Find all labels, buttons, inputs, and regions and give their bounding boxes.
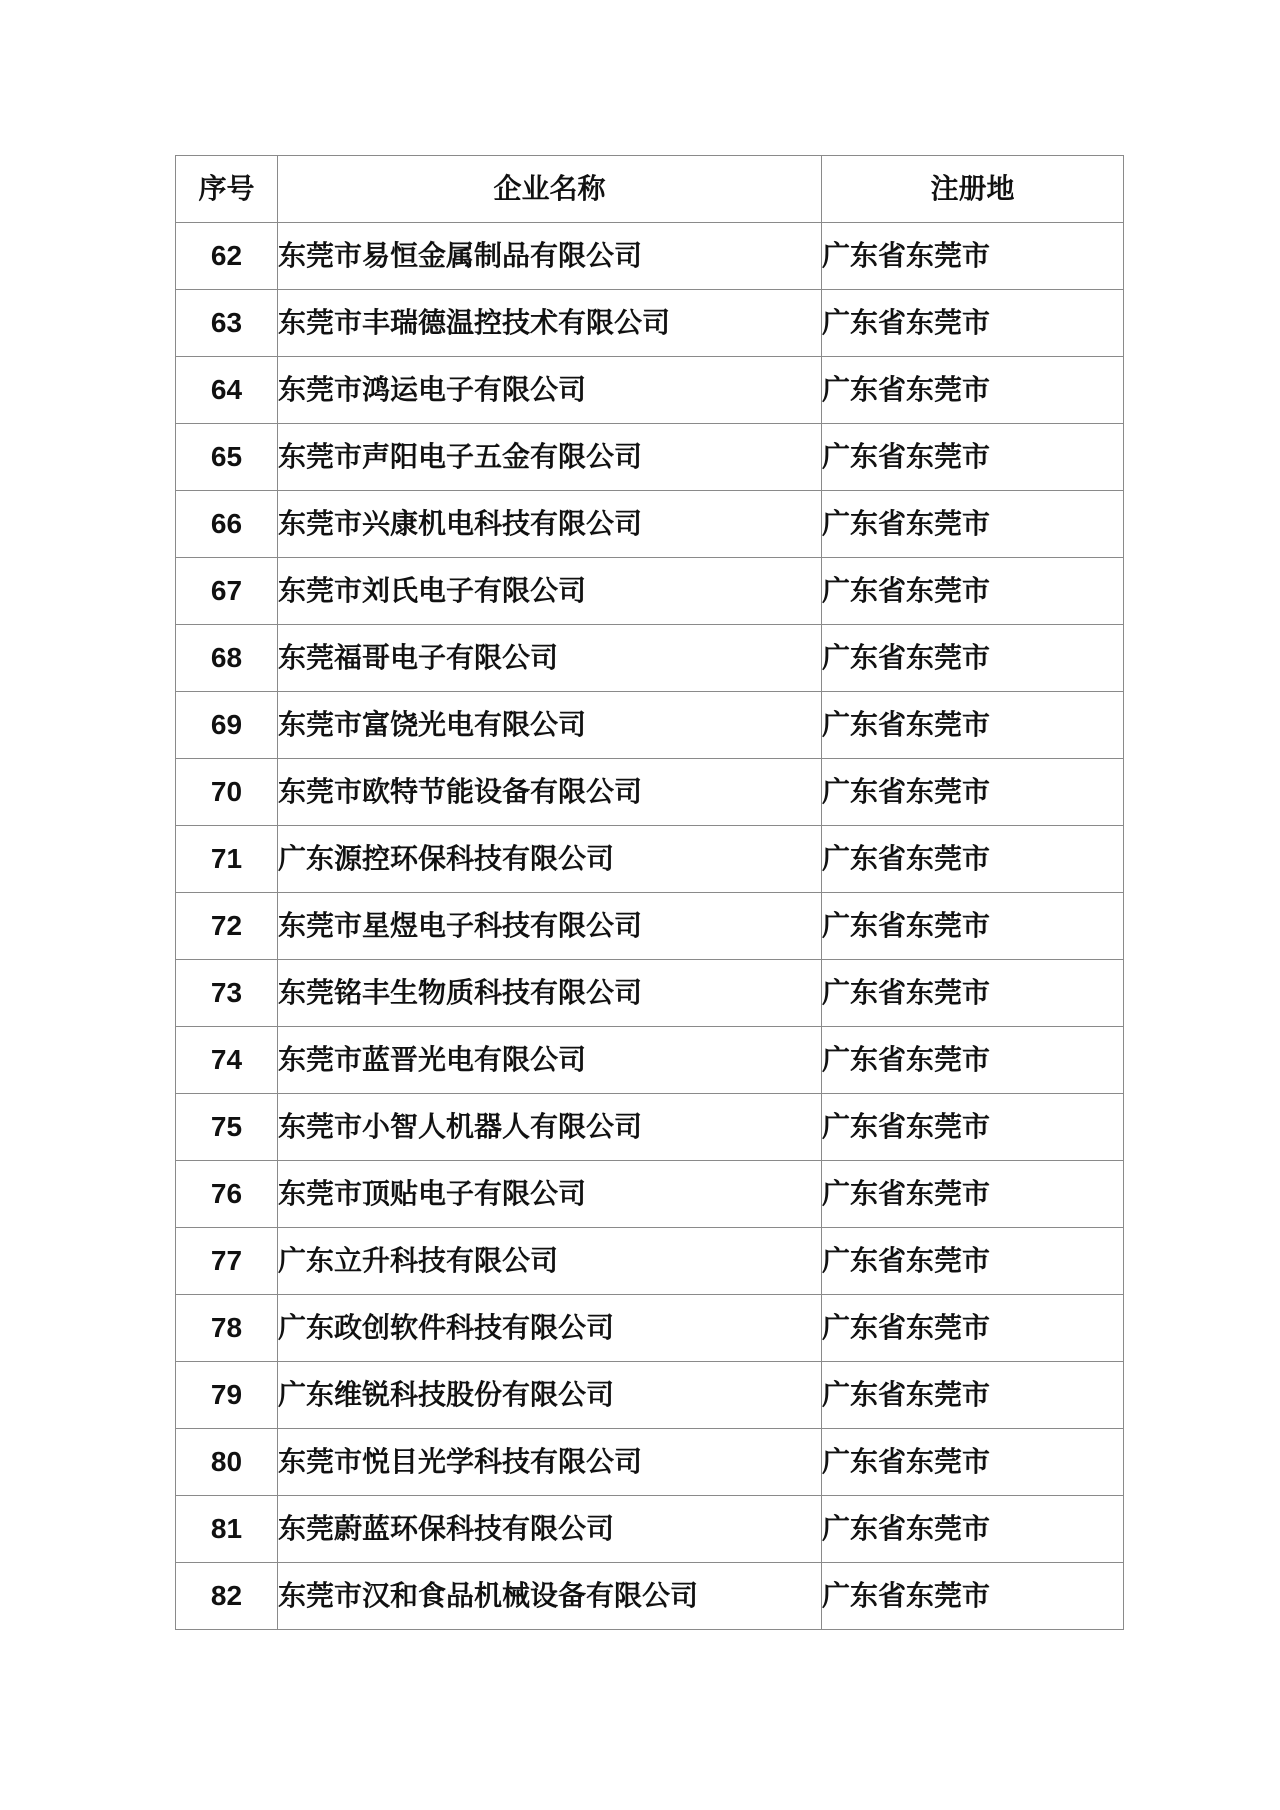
header-index: 序号 (176, 156, 278, 223)
row-index: 64 (176, 357, 278, 424)
header-company-name: 企业名称 (278, 156, 822, 223)
row-index: 70 (176, 759, 278, 826)
row-index: 76 (176, 1161, 278, 1228)
row-index: 63 (176, 290, 278, 357)
registered-place: 广东省东莞市 (822, 1228, 1124, 1295)
company-name: 东莞市星煜电子科技有限公司 (278, 893, 822, 960)
company-name: 广东维锐科技股份有限公司 (278, 1362, 822, 1429)
table-row (176, 1295, 1124, 1362)
company-name: 广东政创软件科技有限公司 (278, 1295, 822, 1362)
company-name: 广东源控环保科技有限公司 (278, 826, 822, 893)
table-row (176, 893, 1124, 960)
row-index: 62 (176, 223, 278, 290)
registered-place: 广东省东莞市 (822, 1295, 1124, 1362)
company-name: 东莞市鸿运电子有限公司 (278, 357, 822, 424)
table-header-row (176, 156, 1124, 223)
row-index: 79 (176, 1362, 278, 1429)
table-row (176, 1362, 1124, 1429)
table-row (176, 1228, 1124, 1295)
table-row (176, 692, 1124, 759)
table-row (176, 1496, 1124, 1563)
table-row (176, 960, 1124, 1027)
row-index: 67 (176, 558, 278, 625)
registered-place: 广东省东莞市 (822, 826, 1124, 893)
company-name: 东莞市悦目光学科技有限公司 (278, 1429, 822, 1496)
company-name: 东莞福哥电子有限公司 (278, 625, 822, 692)
company-name: 东莞市丰瑞德温控技术有限公司 (278, 290, 822, 357)
registered-place: 广东省东莞市 (822, 1027, 1124, 1094)
registered-place: 广东省东莞市 (822, 1429, 1124, 1496)
registered-place: 广东省东莞市 (822, 1362, 1124, 1429)
registered-place: 广东省东莞市 (822, 491, 1124, 558)
company-name: 东莞铭丰生物质科技有限公司 (278, 960, 822, 1027)
row-index: 82 (176, 1563, 278, 1630)
registered-place: 广东省东莞市 (822, 692, 1124, 759)
company-name: 东莞市蓝晋光电有限公司 (278, 1027, 822, 1094)
row-index: 65 (176, 424, 278, 491)
company-name: 东莞市兴康机电科技有限公司 (278, 491, 822, 558)
table-body (176, 223, 1124, 1630)
table-row (176, 759, 1124, 826)
table-row (176, 1027, 1124, 1094)
company-name: 东莞蔚蓝环保科技有限公司 (278, 1496, 822, 1563)
registered-place: 广东省东莞市 (822, 759, 1124, 826)
registered-place: 广东省东莞市 (822, 1161, 1124, 1228)
company-name: 东莞市汉和食品机械设备有限公司 (278, 1563, 822, 1630)
table-row (176, 826, 1124, 893)
registered-place: 广东省东莞市 (822, 357, 1124, 424)
row-index: 72 (176, 893, 278, 960)
registered-place: 广东省东莞市 (822, 558, 1124, 625)
table-row (176, 558, 1124, 625)
row-index: 68 (176, 625, 278, 692)
row-index: 81 (176, 1496, 278, 1563)
company-name: 东莞市易恒金属制品有限公司 (278, 223, 822, 290)
row-index: 78 (176, 1295, 278, 1362)
table-row (176, 357, 1124, 424)
registered-place: 广东省东莞市 (822, 893, 1124, 960)
table-row (176, 223, 1124, 290)
row-index: 69 (176, 692, 278, 759)
table-row (176, 491, 1124, 558)
company-table (175, 155, 1124, 1630)
table-row (176, 1563, 1124, 1630)
registered-place: 广东省东莞市 (822, 1094, 1124, 1161)
table-row (176, 1094, 1124, 1161)
company-name: 东莞市顶贴电子有限公司 (278, 1161, 822, 1228)
row-index: 77 (176, 1228, 278, 1295)
table-row (176, 625, 1124, 692)
header-registered-place: 注册地 (822, 156, 1124, 223)
row-index: 73 (176, 960, 278, 1027)
table-row (176, 1429, 1124, 1496)
table-row (176, 424, 1124, 491)
company-name: 东莞市欧特节能设备有限公司 (278, 759, 822, 826)
table-row (176, 1161, 1124, 1228)
row-index: 74 (176, 1027, 278, 1094)
row-index: 71 (176, 826, 278, 893)
registered-place: 广东省东莞市 (822, 1496, 1124, 1563)
table-row (176, 290, 1124, 357)
registered-place: 广东省东莞市 (822, 1563, 1124, 1630)
company-name: 东莞市富饶光电有限公司 (278, 692, 822, 759)
company-name: 广东立升科技有限公司 (278, 1228, 822, 1295)
registered-place: 广东省东莞市 (822, 625, 1124, 692)
registered-place: 广东省东莞市 (822, 223, 1124, 290)
company-name: 东莞市小智人机器人有限公司 (278, 1094, 822, 1161)
registered-place: 广东省东莞市 (822, 424, 1124, 491)
row-index: 75 (176, 1094, 278, 1161)
registered-place: 广东省东莞市 (822, 960, 1124, 1027)
row-index: 80 (176, 1429, 278, 1496)
registered-place: 广东省东莞市 (822, 290, 1124, 357)
row-index: 66 (176, 491, 278, 558)
company-name: 东莞市声阳电子五金有限公司 (278, 424, 822, 491)
company-name: 东莞市刘氏电子有限公司 (278, 558, 822, 625)
